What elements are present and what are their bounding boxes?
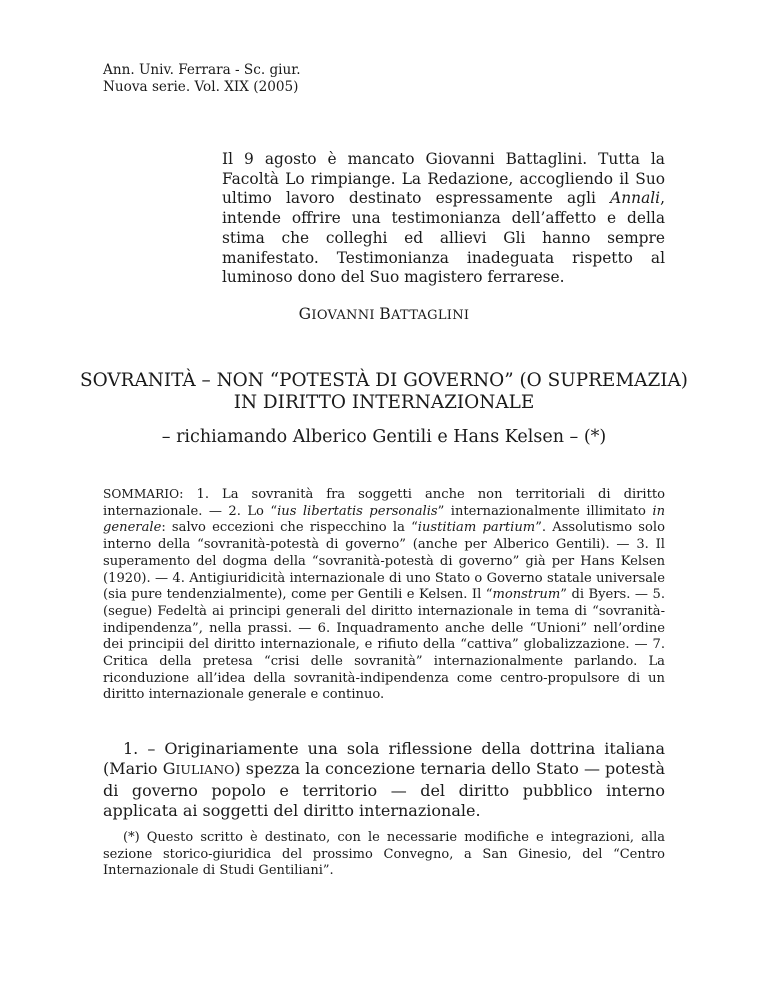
summary-text-2: ” internazionalmente illimitato (437, 503, 653, 519)
footnote: (*) Questo scritto è destinato, con le necessarie modifiche e integrazioni, alla sezione storico-giuridica del prossimo Convegno, a San Ginesio, del “Centro Internazionale di Studi Gentiliani”. (103, 830, 665, 878)
summary-italic-4: monstrum (492, 587, 561, 603)
summary-italic-2: in generale (103, 503, 665, 536)
body-paragraph (103, 739, 665, 822)
summary-text-1: : 1. La sovranità fra soggetti anche non territoriali di diritto internazionale. — 2. Lo “ (103, 487, 665, 519)
author-last-initial: B (379, 305, 392, 323)
cited-author-initial: G (162, 759, 176, 779)
author-first-initial: G (298, 305, 312, 323)
author-name (0, 305, 768, 323)
title-line-1: SOVRANITÀ – NON “POTESTÀ DI GOVERNO” (O SUPREMAZIA) (80, 370, 688, 391)
article-title (0, 370, 768, 413)
cited-author-rest: IULIANO (175, 762, 235, 778)
dedication-note (222, 150, 665, 288)
journal-volume: Nuova serie. Vol. XIX (2005) (103, 79, 299, 95)
author-first-rest: IOVANNI (311, 308, 375, 323)
title-line-2: IN DIRITTO INTERNAZIONALE (233, 391, 535, 413)
author-last-rest: ATTAGLINI (391, 308, 470, 323)
summary-text-4: ”. Assolutismo solo interno della “sovranità-potestà di governo” (anche per Alberico Gentili). — 3. Il superamento del dogma della “sovranità-potestà di governo” già per Hans Kelsen (1920). — 4. Antigiuridicità internazionale di uno Stato o Governo statale universale (sia pure tendenzialmente), come per Gentili e Kelsen. Il “ (103, 520, 665, 603)
summary-italic-3: iustitiam partium (417, 520, 536, 536)
summary-text-3: : salvo eccezioni che rispecchino la “ (161, 520, 418, 536)
summary-block (103, 486, 665, 704)
dedication-text-2: , intende offrire una testimonianza dell’affetto e della stima che colleghi ed allievi Gli hanno sempre manifestato. Testimonianza inadeguata rispetto al luminoso dono del Suo magistero ferrarese. (222, 189, 665, 287)
summary-text-5: ” di Byers. — 5. (segue) Fedeltà ai principi generali del diritto internazionale in tema di “sovranità-indipendenza”, nella prassi. — 6. Inquadramento anche delle “Unioni” nell’ordine dei principii del diritto internazionale, e rifiuto della “cattiva” globalizzazione. — 7. Critica della pretesa “crisi delle sovranità” internazionalmente parlando. La riconduzione all’idea della sovranità-indipendenza come centro-propulsore di un diritto internazionale generale e continuo. (103, 587, 665, 703)
paragraph-text-2: ) spezza la concezione ternaria dello Stato — potestà di governo popolo e territorio — del diritto pubblico interno applicata ai soggetti del diritto internazionale. (103, 759, 666, 821)
dedication-annali: Annali (610, 189, 661, 208)
article-subtitle: – richiamando Alberico Gentili e Hans Kelsen – (*) (161, 427, 607, 447)
paragraph-text-1: 1. – Originariamente una sola riflessione della dottrina italiana (Mario (103, 739, 665, 779)
journal-header (103, 62, 301, 96)
summary-italic-1: ius libertatis personalis (277, 503, 438, 519)
journal-title: Ann. Univ. Ferrara - Sc. giur. (103, 62, 301, 78)
summary-label: SOMMARIO (103, 487, 180, 501)
dedication-text-1: Il 9 agosto è mancato Giovanni Battaglini. Tutta la Facoltà Lo rimpiange. La Redazione, accogliendo il Suo ultimo lavoro destinato espressamente agli (222, 150, 665, 208)
